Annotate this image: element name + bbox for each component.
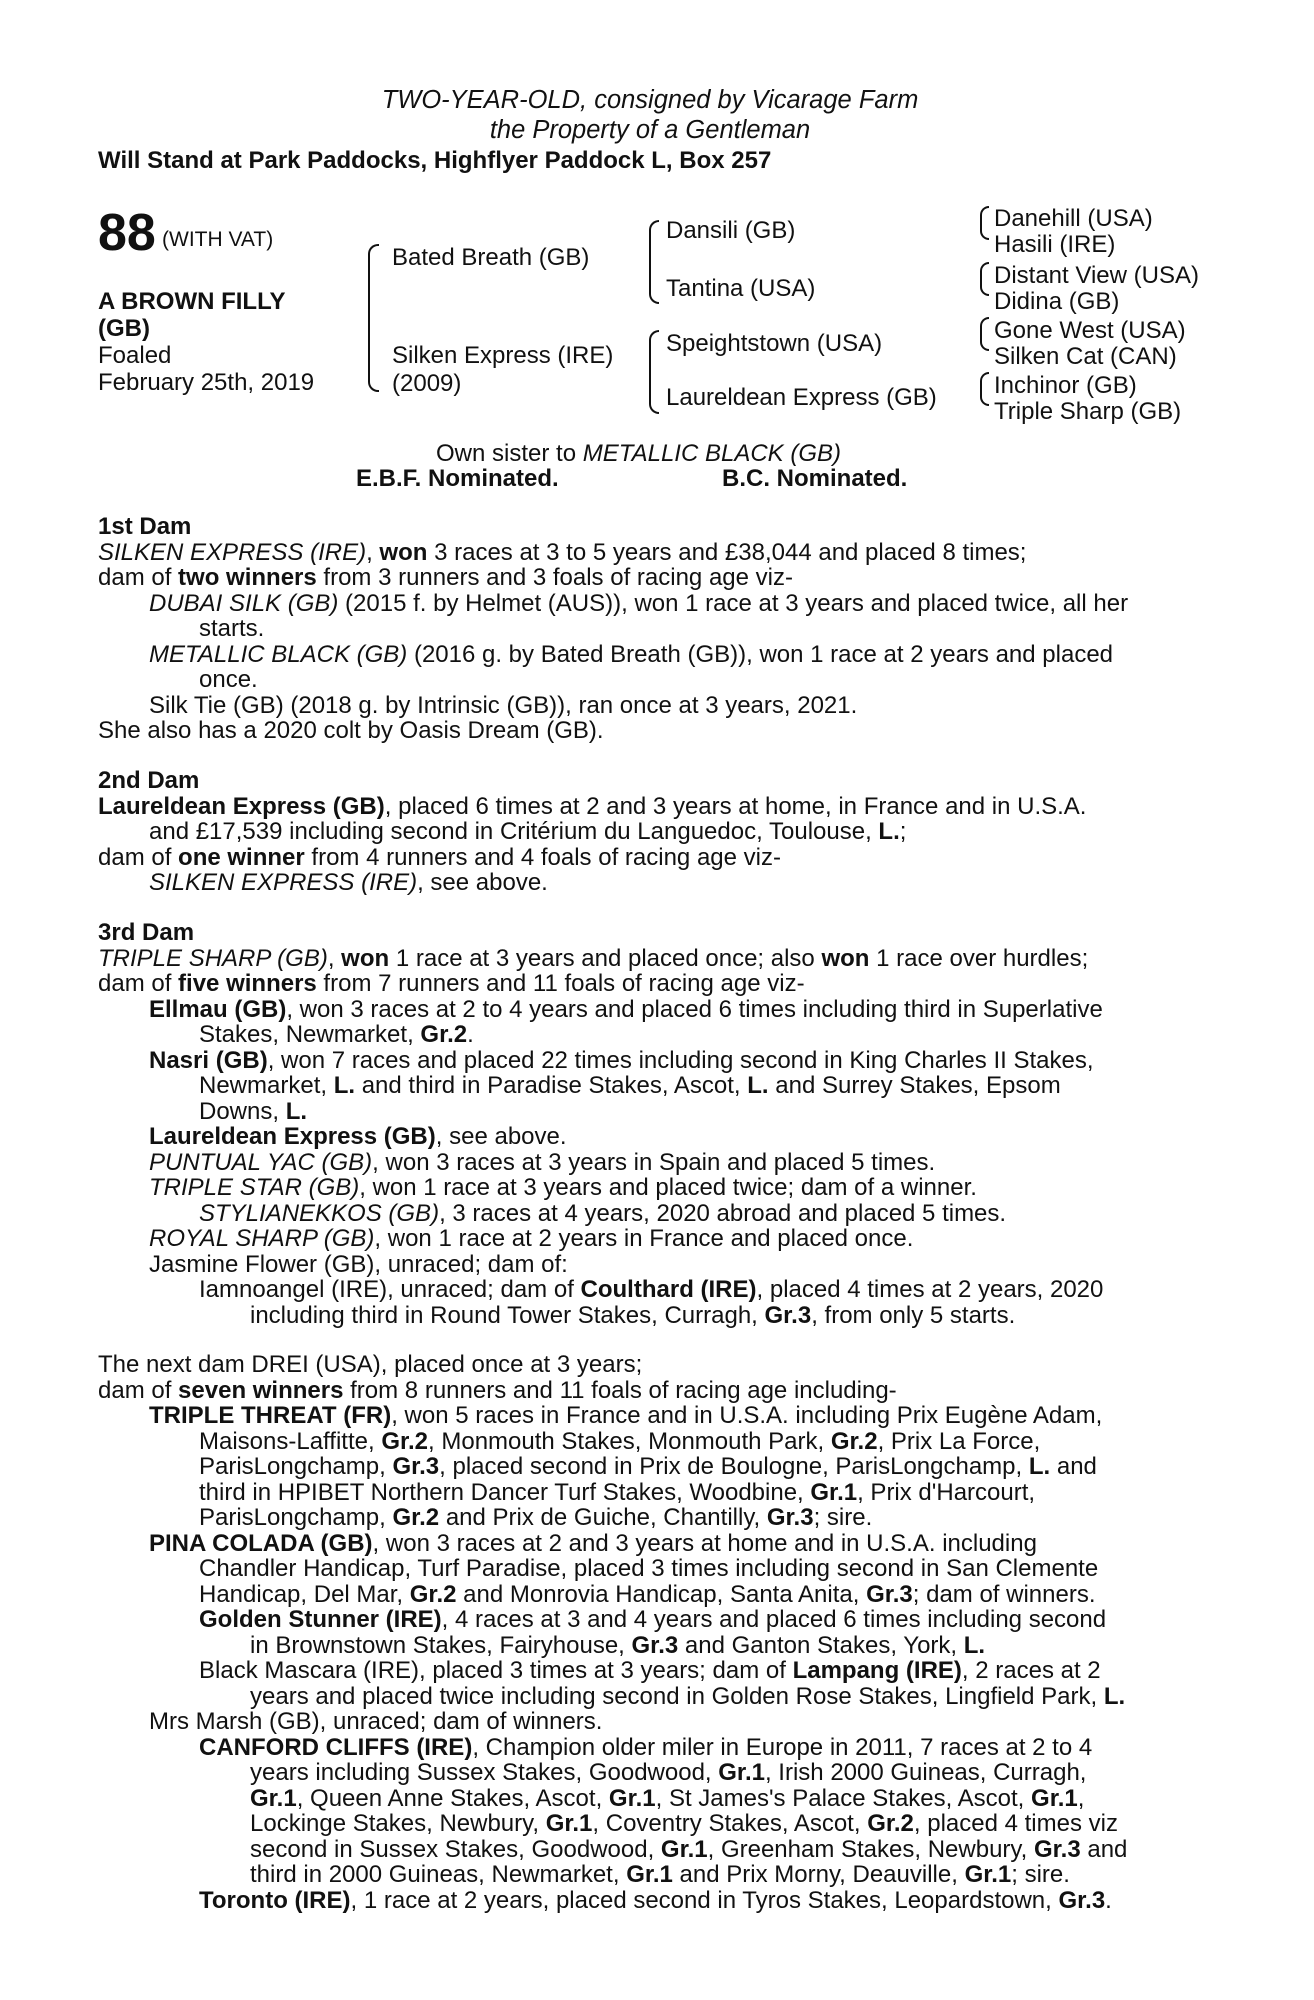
- consignor-line: TWO-YEAR-OLD, consigned by Vicarage Farm: [381, 86, 919, 114]
- sire-sire: Dansili (GB): [666, 217, 796, 244]
- third-dam-line: Downs, L.: [199, 1097, 308, 1125]
- third-dam-line: Iamnoangel (IRE), unraced; dam of Coulthard (IRE), placed 4 times at 2 years, 2020: [199, 1276, 1104, 1303]
- next-dam-line: ParisLongchamp, Gr.2 and Prix de Guiche, Chantilly, Gr.3; sire.: [199, 1504, 873, 1531]
- ds-sire: Gone West (USA): [994, 317, 1186, 344]
- next-dam-line: third in HPIBET Northern Dancer Turf Stakes, Woodbine, Gr.1, Prix d'Harcourt,: [199, 1478, 1036, 1506]
- dam-name: Silken Express (IRE): [392, 342, 614, 369]
- pedigree-brace-sire: [649, 220, 659, 304]
- next-dam-line: years and placed twice including second in Golden Rose Stakes, Lingfield Park, L.: [250, 1682, 1126, 1710]
- next-dam-line: third in 2000 Guineas, Newmarket, Gr.1 and Prix Morny, Deauville, Gr.1; sire.: [250, 1861, 1070, 1888]
- second-dam-line: SILKEN EXPRESS (IRE), see above.: [149, 869, 548, 896]
- lot-number: 88: [98, 204, 156, 262]
- ss-sire: Danehill (USA): [994, 205, 1153, 232]
- horse-country: (GB): [98, 315, 150, 342]
- stand-location: Will Stand at Park Paddocks, Highflyer Paddock L, Box 257: [98, 147, 772, 174]
- sister-note: [436, 440, 841, 467]
- sd-sire: Distant View (USA): [994, 262, 1199, 289]
- ebf-nomination: E.B.F. Nominated.: [356, 465, 559, 492]
- first-dam-line: once.: [199, 666, 258, 693]
- pedigree-brace-dam: [649, 330, 659, 414]
- next-dam-line: second in Sussex Stakes, Goodwood, Gr.1, Greenham Stakes, Newbury, Gr.3 and: [250, 1835, 1128, 1863]
- sister-prefix: Own sister to: [436, 440, 583, 467]
- first-dam-line: DUBAI SILK (GB) (2015 f. by Helmet (AUS)), won 1 race at 3 years and placed twice, all her: [149, 589, 1129, 617]
- first-dam-line: SILKEN EXPRESS (IRE), won 3 races at 3 to 5 years and £38,044 and placed 8 times;: [98, 538, 1027, 566]
- next-dam-line: Maisons-Laffitte, Gr.2, Monmouth Stakes, Monmouth Park, Gr.2, Prix La Force,: [199, 1427, 1041, 1455]
- sister-name: METALLIC BLACK (GB): [582, 440, 841, 467]
- first-dam-line: METALLIC BLACK (GB) (2016 g. by Bated Breath (GB)), won 1 race at 2 years and placed: [149, 640, 1114, 668]
- next-dam-line: Lockinge Stakes, Newbury, Gr.1, Coventry Stakes, Ascot, Gr.2, placed 4 times viz: [250, 1810, 1118, 1837]
- next-dam-line: The next dam DREI (USA), placed once at 3 years;: [98, 1351, 643, 1378]
- next-dam-line: ParisLongchamp, Gr.3, placed second in Prix de Boulogne, ParisLongchamp, L. and: [199, 1453, 1097, 1480]
- next-dam-line: PINA COLADA (GB), won 3 races at 2 and 3 years at home and in U.S.A. including: [149, 1529, 1037, 1557]
- third-dam-line: Newmarket, L. and third in Paradise Stakes, Ascot, L. and Surrey Stakes, Epsom: [199, 1072, 1061, 1099]
- foaled-label: Foaled: [98, 342, 172, 369]
- second-dam-line: dam of one winner from 4 runners and 4 foals of racing age viz-: [98, 843, 781, 871]
- next-dam-line: Handicap, Del Mar, Gr.2 and Monrovia Handicap, Santa Anita, Gr.3; dam of winners.: [199, 1580, 1096, 1608]
- third-dam-line: Stakes, Newmarket, Gr.2.: [199, 1021, 474, 1048]
- first-dam-section: [98, 514, 1206, 744]
- third-dam-line: Jasmine Flower (GB), unraced; dam of:: [149, 1250, 568, 1278]
- next-dam-line: Gr.1, Queen Anne Stakes, Ascot, Gr.1, St James's Palace Stakes, Ascot, Gr.1,: [250, 1784, 1085, 1812]
- second-dam-section: [98, 768, 1206, 896]
- next-dam-line: Mrs Marsh (GB), unraced; dam of winners.: [149, 1708, 603, 1735]
- next-dam-line: TRIPLE THREAT (FR), won 5 races in France and in U.S.A. including Prix Eugène Adam,: [149, 1402, 1103, 1429]
- next-dam-line: Chandler Handicap, Turf Paradise, placed 3 times including second in San Clemente: [199, 1555, 1099, 1582]
- horse-sex-color: A BROWN FILLY: [98, 288, 286, 315]
- third-dam-line: PUNTUAL YAC (GB), won 3 races at 3 years in Spain and placed 5 times.: [149, 1148, 936, 1176]
- dam-year: (2009): [392, 370, 462, 397]
- next-dam-line: Golden Stunner (IRE), 4 races at 3 and 4 years and placed 6 times including second: [199, 1606, 1107, 1633]
- second-dam-line: and £17,539 including second in Critérium du Languedoc, Toulouse, L.;: [149, 818, 907, 845]
- section-title: 2nd Dam: [98, 767, 200, 794]
- section-title: 3rd Dam: [98, 919, 195, 946]
- sire-name: Bated Breath (GB): [392, 244, 590, 271]
- pedigree-brace-ds: [980, 317, 989, 351]
- dam-sire: Speightstown (USA): [666, 330, 883, 357]
- ds-dam: Silken Cat (CAN): [994, 343, 1177, 370]
- next-dam-line: Black Mascara (IRE), placed 3 times at 3 years; dam of Lampang (IRE), 2 races at 2: [199, 1657, 1101, 1684]
- third-dam-line: dam of five winners from 7 runners and 11 foals of racing age viz-: [98, 970, 805, 997]
- property-line: the Property of a Gentleman: [489, 116, 811, 144]
- first-dam-line: dam of two winners from 3 runners and 3 foals of racing age viz-: [98, 564, 793, 591]
- section-title: 1st Dam: [98, 513, 192, 540]
- third-dam-line: ROYAL SHARP (GB), won 1 race at 2 years in France and placed once.: [149, 1225, 914, 1252]
- bc-nomination: B.C. Nominated.: [722, 465, 908, 492]
- horse-description: [98, 288, 358, 396]
- third-dam-line: Ellmau (GB), won 3 races at 2 to 4 years and placed 6 times including third in Superlative: [149, 995, 1103, 1023]
- next-dam-line: years including Sussex Stakes, Goodwood, Gr.1, Irish 2000 Guineas, Curragh,: [250, 1759, 1087, 1786]
- third-dam-line: Nasri (GB), won 7 races and placed 22 times including second in King Charles II Stakes,: [149, 1046, 1094, 1074]
- vat-note: (WITH VAT): [162, 228, 274, 251]
- third-dam-section: [98, 920, 1206, 1328]
- dd-sire: Inchinor (GB): [994, 372, 1137, 399]
- second-dam-line: Laureldean Express (GB), placed 6 times at 2 and 3 years at home, in France and in U.S.A.: [98, 792, 1087, 820]
- pedigree-brace-main: [368, 244, 379, 392]
- third-dam-line: TRIPLE STAR (GB), won 1 race at 3 years and placed twice; dam of a winner.: [149, 1174, 977, 1201]
- next-dam-line: Toronto (IRE), 1 race at 2 years, placed second in Tyros Stakes, Leopardstown, Gr.3.: [199, 1886, 1112, 1914]
- first-dam-line: starts.: [199, 615, 265, 642]
- pedigree-brace-sd: [980, 262, 989, 296]
- foaled-date: February 25th, 2019: [98, 369, 315, 396]
- next-dam-line: in Brownstown Stakes, Fairyhouse, Gr.3 and Ganton Stakes, York, L.: [250, 1631, 986, 1659]
- third-dam-line: including third in Round Tower Stakes, Curragh, Gr.3, from only 5 starts.: [250, 1301, 1016, 1329]
- sd-dam: Didina (GB): [994, 288, 1120, 315]
- next-dam-line: dam of seven winners from 8 runners and 11 foals of racing age including-: [98, 1376, 897, 1404]
- first-dam-line: She also has a 2020 colt by Oasis Dream (GB).: [98, 717, 604, 744]
- pedigree-brace-dd: [980, 372, 989, 406]
- third-dam-line: Laureldean Express (GB), see above.: [149, 1123, 567, 1150]
- first-dam-line: Silk Tie (GB) (2018 g. by Intrinsic (GB)), ran once at 3 years, 2021.: [149, 691, 858, 719]
- dd-dam: Triple Sharp (GB): [994, 398, 1182, 425]
- third-dam-line: TRIPLE SHARP (GB), won 1 race at 3 years and placed once; also won 1 race over hurdles;: [98, 944, 1089, 972]
- next-dam-line: CANFORD CLIFFS (IRE), Champion older miler in Europe in 2011, 7 races at 2 to 4: [199, 1733, 1093, 1761]
- ss-dam: Hasili (IRE): [994, 231, 1116, 258]
- dam-dam: Laureldean Express (GB): [666, 384, 937, 411]
- sire-dam: Tantina (USA): [666, 275, 816, 302]
- pedigree-brace-ss: [980, 206, 989, 240]
- next-dam-section: [98, 1352, 1206, 1913]
- third-dam-line: STYLIANEKKOS (GB), 3 races at 4 years, 2020 abroad and placed 5 times.: [199, 1199, 1007, 1227]
